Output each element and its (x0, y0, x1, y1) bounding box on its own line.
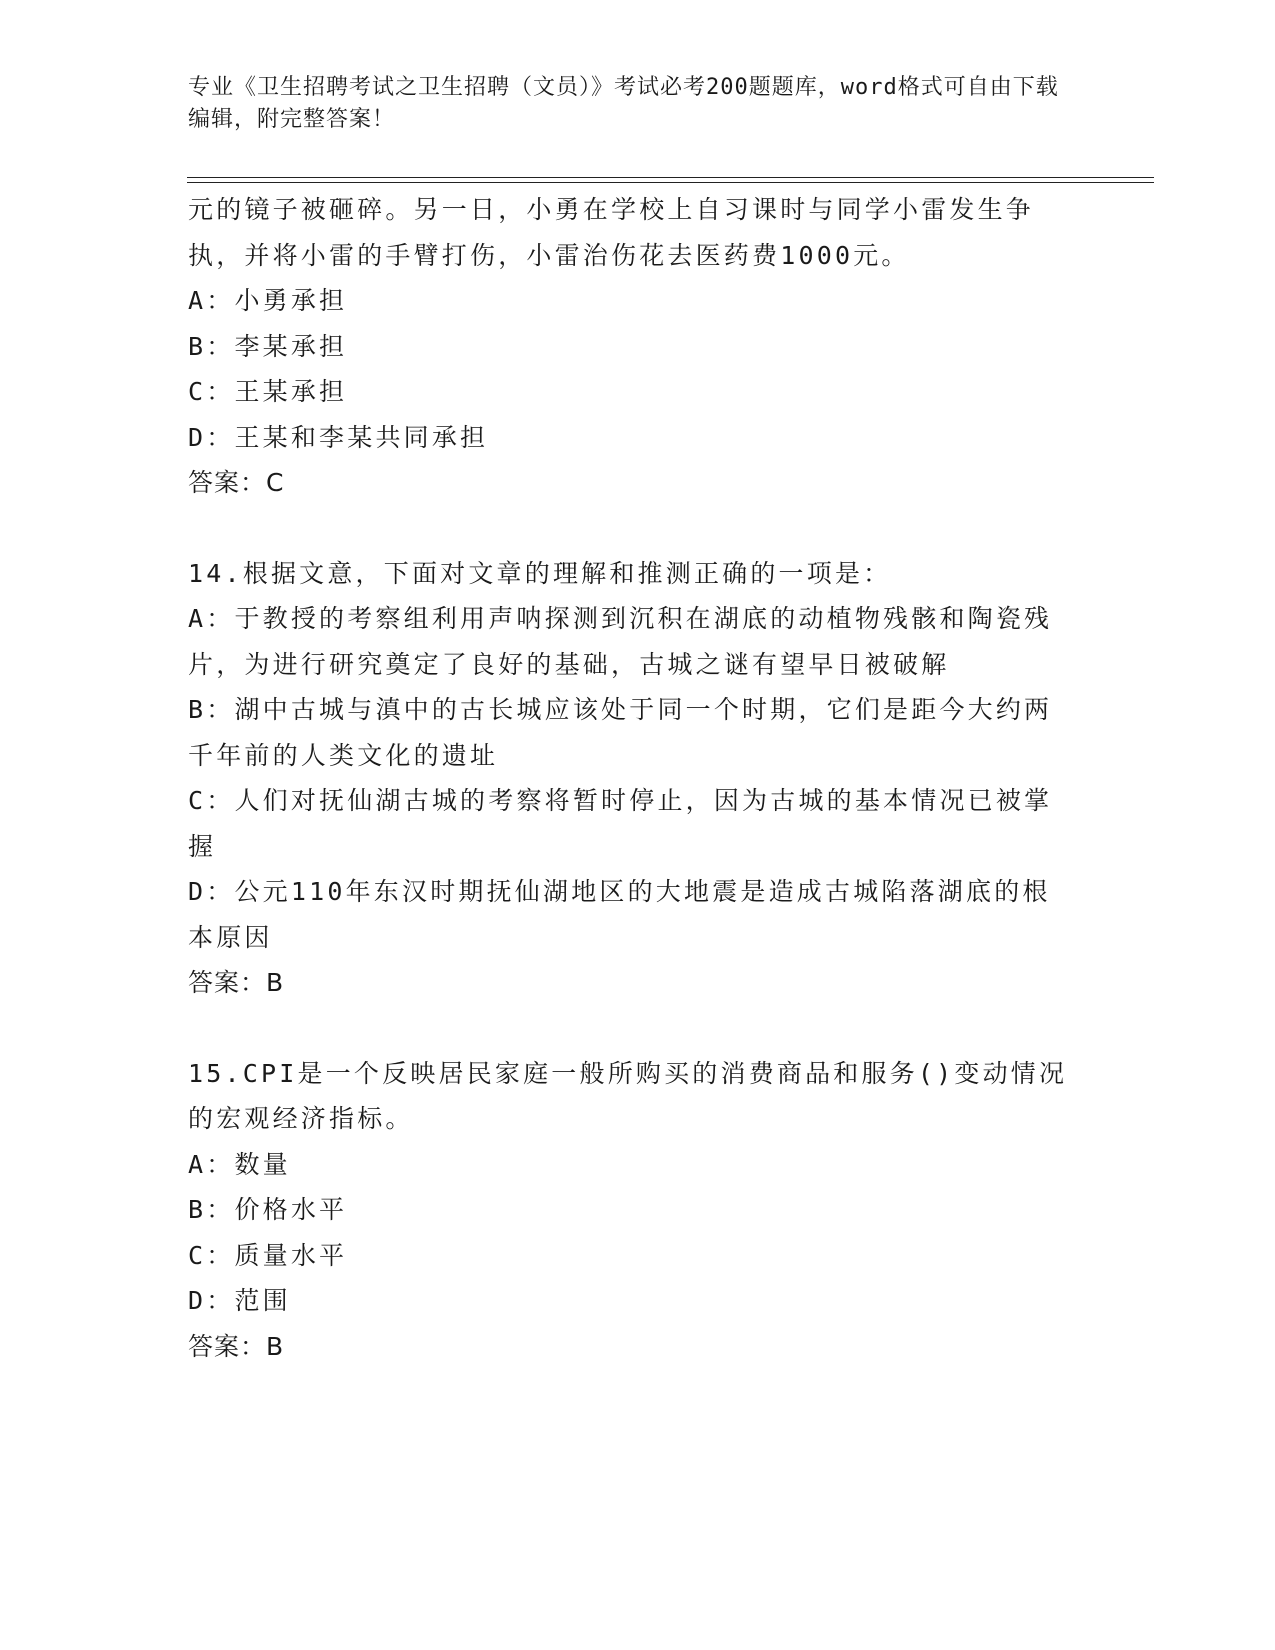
question-15-stem-line-2: 的宏观经济指标。 (188, 1104, 414, 1133)
question-14-option-b-line-1: B：湖中古城与滇中的古长城应该处于同一个时期，它们是距今大约两 (188, 695, 1053, 724)
header-divider-bottom (187, 182, 1154, 183)
document-header (188, 72, 1068, 136)
question-spacer (188, 506, 1088, 551)
question-14-option-d-line-1: D：公元110年东汉时期抚仙湖地区的大地震是造成古城陷落湖底的根 (188, 877, 1051, 906)
header-divider-top (187, 177, 1154, 178)
question-15-option-a: A：数量 (188, 1149, 291, 1179)
question-14-option-a-line-1: A：于教授的考察组利用声呐探测到沉积在湖底的动植物残骸和陶瓷残 (188, 604, 1053, 633)
question-13-stem-line-1: 元的镜子被砸碎。另一日，小勇在学校上自习课时与同学小雷发生争 (188, 195, 1035, 224)
question-15-stem-line-1: 15.CPI是一个反映居民家庭一般所购买的消费商品和服务()变动情况 (188, 1058, 1068, 1088)
question-14-option-a-line-2: 片，为进行研究奠定了良好的基础，古城之谜有望早日被破解 (188, 649, 950, 679)
question-13-stem-line-2: 执，并将小雷的手臂打伤，小雷治伤花去医药费1000元。 (188, 240, 910, 270)
question-14-option-c-line-1: C：人们对抚仙湖古城的考察将暂时停止，因为古城的基本情况已被掌 (188, 786, 1053, 815)
question-content (188, 187, 1088, 1369)
question-15-option-b: B：价格水平 (188, 1195, 348, 1224)
question-13-option-d: D：王某和李某共同承担 (188, 422, 489, 452)
question-14-stem: 14.根据文意，下面对文章的理解和推测正确的一项是： (188, 558, 892, 588)
question-13 (188, 187, 1088, 506)
question-13-option-a: A：小勇承担 (188, 286, 348, 315)
question-13-answer: 答案：C (188, 468, 285, 497)
question-14 (188, 551, 1088, 1006)
question-15-option-c: C：质量水平 (188, 1240, 348, 1270)
question-14-option-b-line-2: 千年前的人类文化的遗址 (188, 740, 499, 770)
header-title: 专业《卫生招聘考试之卫生招聘（文员）》考试必考200题题库，word格式可自由下载编辑，附完整答案！ (188, 75, 1059, 132)
question-spacer (188, 1006, 1088, 1051)
question-15-answer: 答案：B (188, 1331, 285, 1361)
question-15-option-d: D：范围 (188, 1286, 291, 1315)
question-14-answer: 答案：B (188, 968, 285, 997)
question-13-option-c: C：王某承担 (188, 377, 348, 406)
question-13-option-b: B：李某承担 (188, 331, 348, 361)
question-14-option-d-line-2: 本原因 (188, 922, 273, 952)
question-14-option-c-line-2: 握 (188, 831, 217, 861)
question-15 (188, 1051, 1088, 1370)
